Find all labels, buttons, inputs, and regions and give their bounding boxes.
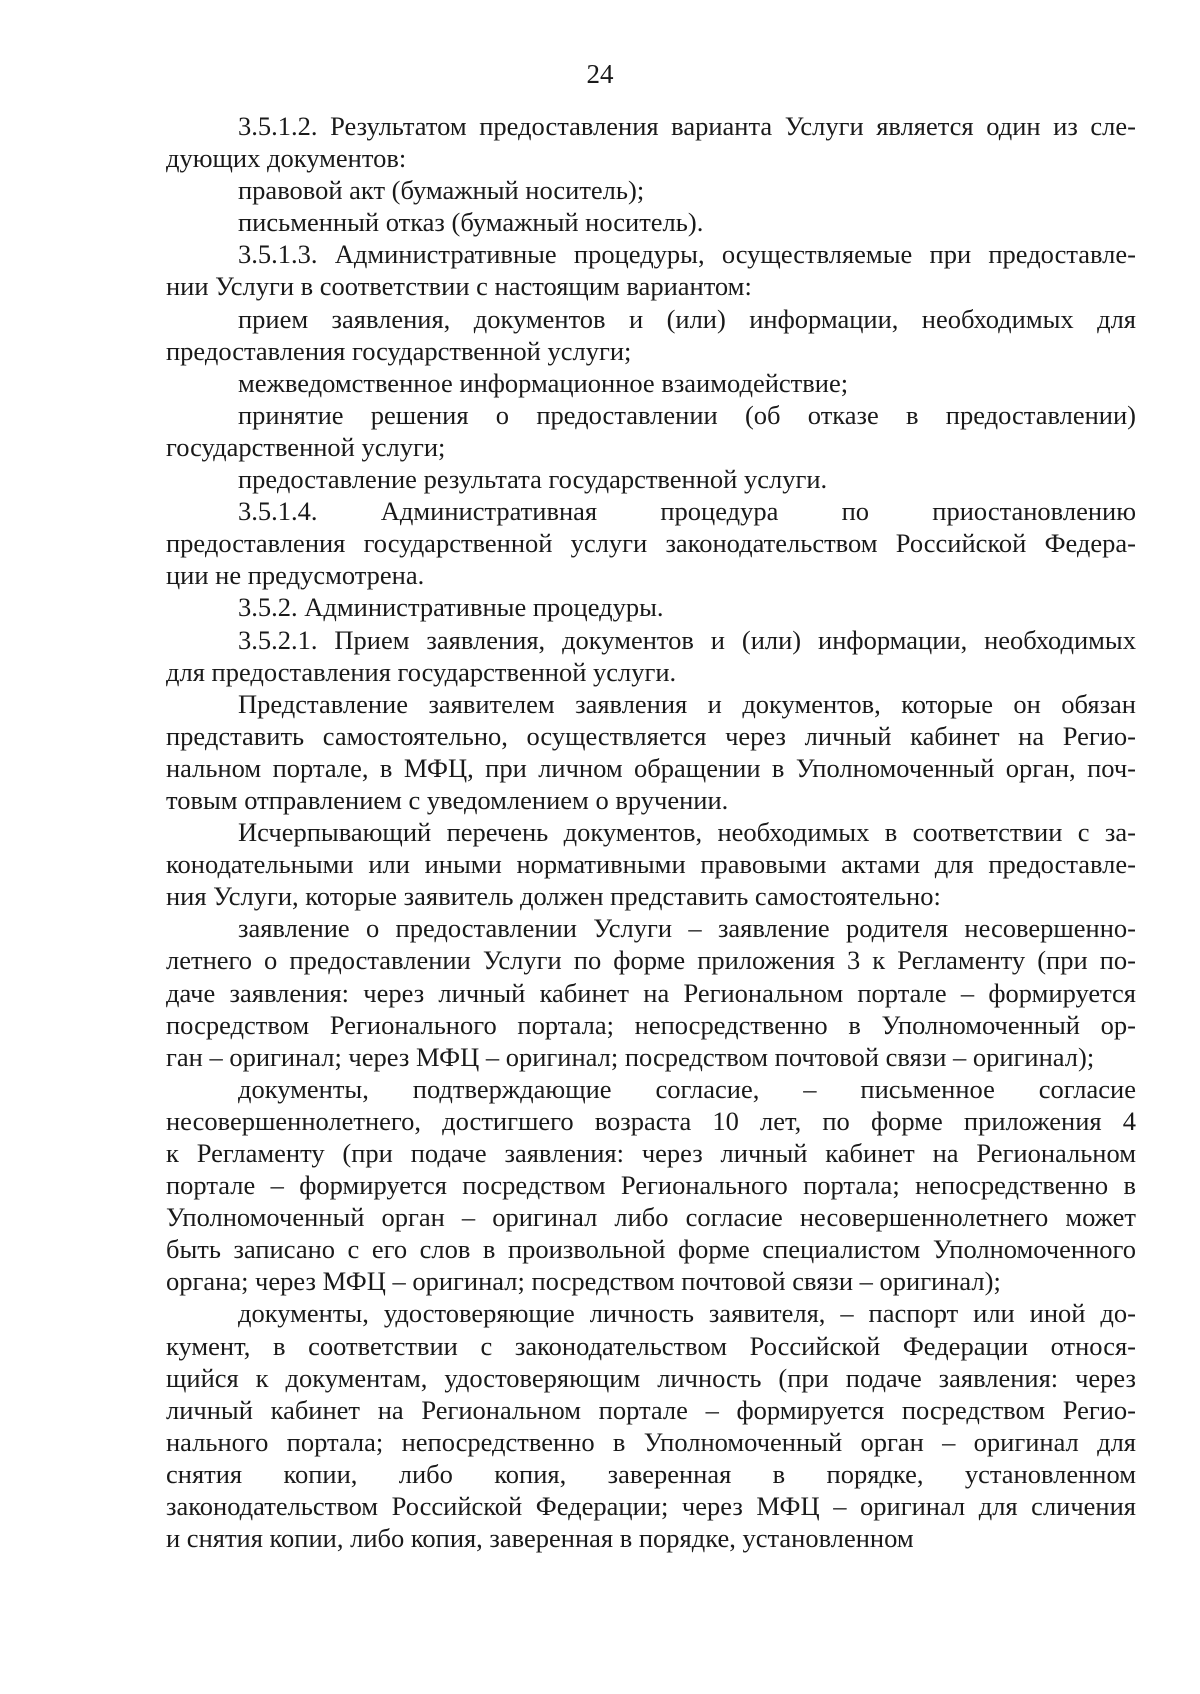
document-body [166, 110, 1136, 1554]
text-line: личный кабинет на Региональном портале – формируется посредством Регио- [166, 1394, 1136, 1425]
text-line: снятия копии, либо копия, заверенная в порядке, установленном [166, 1458, 1136, 1489]
text-line: ган – оригинал; через МФЦ – оригинал; посредством почтовой связи – оригинал); [166, 1041, 1095, 1072]
paragraph [166, 399, 1136, 463]
text-line: Исчерпывающий перечень документов, необходимых в соответствии с за- [238, 817, 1136, 848]
text-line: ния Услуги, которые заявитель должен представить самостоятельно: [166, 881, 941, 912]
paragraph [166, 816, 1136, 912]
paragraph [166, 303, 1136, 367]
text-line: законодательством Российской Федерации; через МФЦ – оригинал для сличения [166, 1491, 1136, 1522]
text-line: товым отправлением с уведомлением о вручении. [166, 784, 729, 815]
text-line: документы, удостоверяющие личность заявителя, – паспорт или иной до- [238, 1298, 1136, 1329]
text-line: межведомственное информационное взаимодействие; [238, 367, 849, 398]
text-line: портале – формируется посредством Регионального портала; непосредственно в [166, 1170, 1136, 1201]
text-line: Представление заявителем заявления и документов, которые он обязан [238, 688, 1136, 719]
text-line: государственной услуги; [166, 431, 446, 462]
paragraph [166, 591, 1136, 623]
text-line: даче заявления: через личный кабинет на Региональном портале – формируется [166, 977, 1136, 1008]
text-line: письменный отказ (бумажный носитель). [238, 207, 704, 238]
paragraph [166, 206, 1136, 238]
text-line: документы, подтверждающие согласие, – письменное согласие [238, 1073, 1136, 1104]
page-number: 24 [586, 59, 614, 89]
text-line: принятие решения о предоставлении (об отказе в предоставлении) [238, 399, 1136, 430]
paragraph [166, 688, 1136, 816]
paragraph [166, 238, 1136, 302]
paragraph [166, 110, 1136, 174]
text-line: нии Услуги в соответствии с настоящим вариантом: [166, 271, 752, 302]
text-line: прием заявления, документов и (или) информации, необходимых для [238, 303, 1136, 334]
text-line: щийся к документам, удостоверяющим личность (при подаче заявления: через [166, 1362, 1136, 1393]
text-line: предоставления государственной услуги законодательством Российской Федера- [166, 528, 1136, 559]
text-line: дующих документов: [166, 143, 407, 174]
text-line: нальном портале, в МФЦ, при личном обращении в Уполномоченный орган, поч- [166, 752, 1136, 783]
text-line: конодательными или иными нормативными правовыми актами для предоставле- [166, 849, 1136, 880]
text-line: летнего о предоставлении Услуги по форме приложения 3 к Регламенту (при по- [166, 945, 1136, 976]
text-line: заявление о предоставлении Услуги – заявление родителя несовершенно- [238, 913, 1136, 944]
text-line: ции не предусмотрена. [166, 560, 425, 591]
paragraph [166, 463, 1136, 495]
paragraph [166, 1073, 1136, 1298]
text-line: и снятия копии, либо копия, заверенная в порядке, установленном [166, 1523, 914, 1554]
text-line: несовершеннолетнего, достигшего возраста 10 лет, по форме приложения 4 [166, 1105, 1136, 1136]
text-line: 3.5.1.4. Административная процедура по приостановлению [238, 496, 1136, 527]
text-line: 3.5.1.3. Административные процедуры, осуществляемые при предоставле- [238, 239, 1136, 270]
text-line: органа; через МФЦ – оригинал; посредством почтовой связи – оригинал); [166, 1266, 1001, 1297]
text-line: посредством Регионального портала; непосредственно в Уполномоченный ор- [166, 1009, 1136, 1040]
paragraph [166, 367, 1136, 399]
text-line: предоставления государственной услуги; [166, 335, 632, 366]
paragraph [166, 624, 1136, 688]
paragraph [166, 174, 1136, 206]
text-line: для предоставления государственной услуги. [166, 656, 677, 687]
text-line: предоставление результата государственной услуги. [238, 464, 828, 495]
text-line: быть записано с его слов в произвольной форме специалистом Уполномоченного [166, 1234, 1136, 1265]
text-line: 3.5.1.2. Результатом предоставления варианта Услуги является один из сле- [238, 111, 1136, 141]
text-line: 3.5.2. Административные процедуры. [238, 592, 664, 623]
text-line: кумент, в соответствии с законодательством Российской Федерации относя- [166, 1330, 1136, 1361]
paragraph [166, 495, 1136, 591]
paragraph [166, 912, 1136, 1072]
paragraph [166, 1297, 1136, 1554]
text-line: представить самостоятельно, осуществляется через личный кабинет на Регио- [166, 720, 1136, 751]
text-line: правовой акт (бумажный носитель); [238, 175, 645, 206]
text-line: Уполномоченный орган – оригинал либо согласие несовершеннолетнего может [166, 1202, 1136, 1233]
text-line: к Регламенту (при подаче заявления: через личный кабинет на Региональном [166, 1138, 1136, 1168]
text-line: 3.5.2.1. Прием заявления, документов и (или) информации, необходимых [238, 624, 1136, 655]
text-line: нального портала; непосредственно в Уполномоченный орган – оригинал для [166, 1426, 1136, 1457]
